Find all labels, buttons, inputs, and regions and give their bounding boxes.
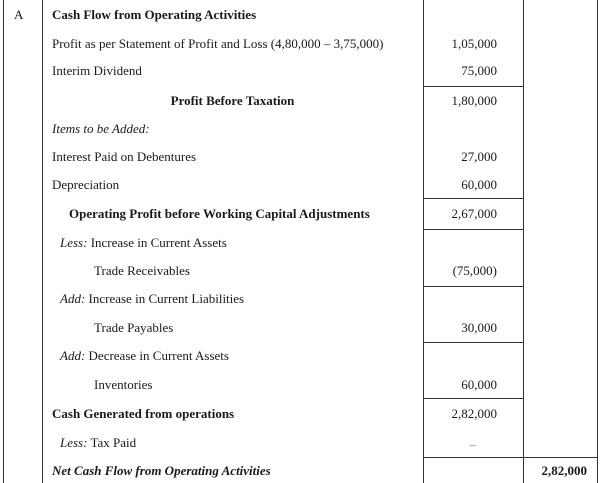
row-trade-receivables-amount: (75,000) (452, 263, 497, 278)
left-border (3, 0, 4, 483)
row-trade-payables-text: Trade Payables (94, 320, 174, 335)
row-interim-dividend-amount: 75,000 (461, 63, 497, 78)
row-less-tax-paid (60, 435, 136, 451)
row-add-decrease-current-assets (60, 348, 229, 364)
row-operating-profit-text: Operating Profit before Working Capital Adjustments (69, 206, 370, 221)
row-items-to-be-added: Items to be Added: (52, 121, 150, 136)
prefix-add: Add: (60, 291, 86, 306)
row-increase-current-liabilities-text: Increase in Current Liabilities (88, 291, 245, 306)
row-tax-paid-text: Tax Paid (90, 435, 137, 450)
prefix-less-2: Less: (60, 435, 88, 450)
row-cash-generated-text: Cash Generated from operations (52, 406, 235, 421)
row-operating-profit-amount: 2,67,000 (451, 206, 497, 221)
prefix-add-2: Add: (60, 348, 86, 363)
row-inventories-amount: 60,000 (461, 377, 497, 392)
row-interest-text: Interest Paid on Debentures (52, 149, 197, 164)
underline-tax-paid (423, 457, 523, 458)
prefix-less: Less: (60, 235, 88, 250)
row-add-increase-current-liabilities (60, 291, 244, 307)
row-net-cash-flow-total: 2,82,000 (541, 463, 587, 478)
row-profit-text: Profit as per Statement of Profit and Loss (4,80,000 – 3,75,000) (52, 36, 384, 51)
row-depreciation-amount: 60,000 (461, 177, 497, 192)
right-border (597, 0, 598, 483)
row-inventories-text: Inventories (94, 377, 153, 392)
total-top-rule (523, 457, 597, 458)
row-profit-before-tax-amount: 1,80,000 (451, 93, 497, 108)
row-trade-payables-amount: 30,000 (461, 320, 497, 335)
label-column-divider (42, 0, 43, 483)
underline-trade-payables (423, 342, 523, 343)
row-interim-dividend-text: Interim Dividend (52, 63, 142, 78)
underline-interim-dividend (423, 86, 523, 87)
row-cash-generated-amount: 2,82,000 (451, 406, 497, 421)
underline-operating-profit (423, 229, 523, 230)
row-decrease-current-assets-text: Decrease in Current Assets (88, 348, 229, 363)
row-profit-amount: 1,05,000 (451, 36, 497, 51)
row-increase-current-assets-text: Increase in Current Assets (90, 235, 227, 250)
row-less-increase-current-assets (60, 235, 227, 251)
amount-column-right-border (523, 0, 524, 483)
row-tax-paid-amount: – (469, 437, 477, 452)
underline-depreciation (423, 198, 523, 199)
underline-inventories (423, 398, 523, 399)
row-trade-receivables-text: Trade Receivables (94, 263, 190, 278)
section-label: A (14, 7, 24, 22)
underline-trade-receivables (423, 286, 523, 287)
row-interest-amount: 27,000 (461, 149, 497, 164)
row-net-cash-flow-text: Net Cash Flow from Operating Activities (52, 463, 271, 478)
row-depreciation-text: Depreciation (52, 177, 120, 192)
section-title: Cash Flow from Operating Activities (52, 7, 257, 22)
row-profit-before-tax-text: Profit Before Taxation (170, 93, 295, 108)
